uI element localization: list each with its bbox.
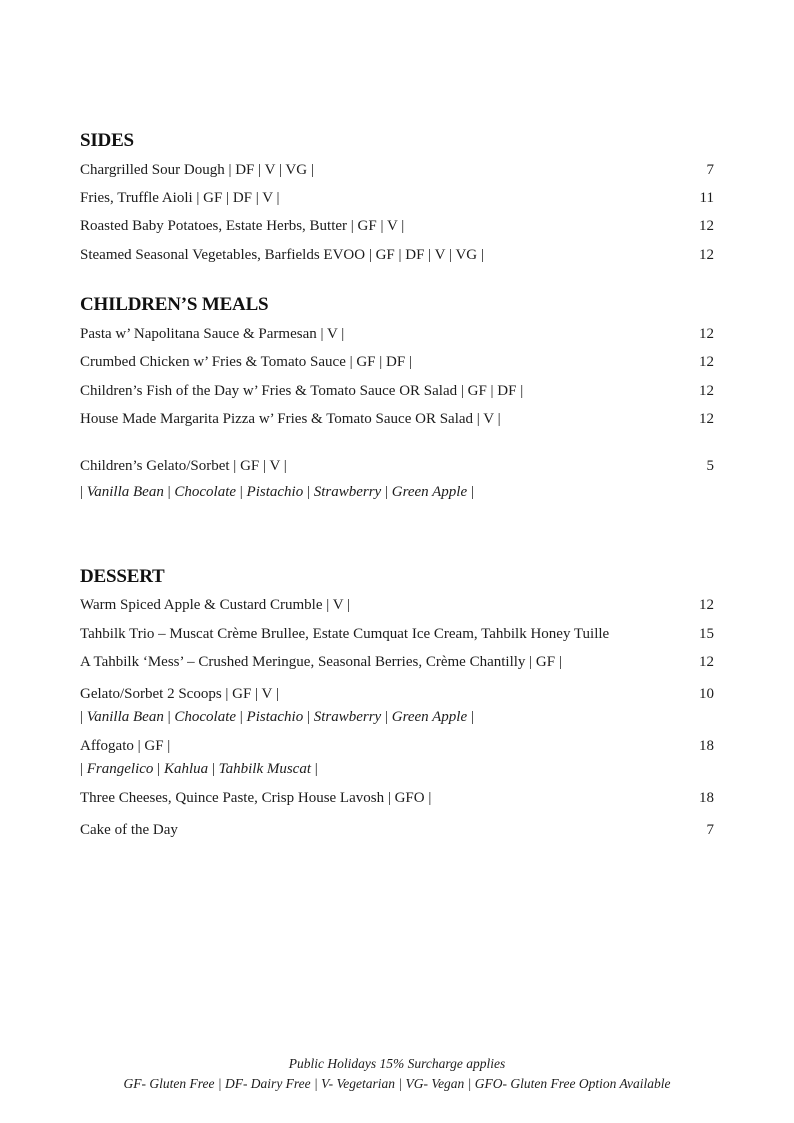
liqueur-option: Tahbilk Muscat xyxy=(218,761,312,777)
flavour-list: | Vanilla Bean | Chocolate | Pistachio | Strawberry | Green Apple | xyxy=(80,484,474,500)
childrens-meals-heading: CHILDREN’S MEALS xyxy=(80,294,269,315)
item-price: 12 xyxy=(699,383,714,399)
item-price: 12 xyxy=(699,654,714,670)
item-name: Gelato/Sorbet 2 Scoops | GF | V | xyxy=(80,686,279,702)
item-price: 18 xyxy=(699,790,714,806)
item-name: Warm Spiced Apple & Custard Crumble | V | xyxy=(80,597,351,613)
item-price: 7 xyxy=(706,162,714,178)
item-price: 5 xyxy=(706,458,714,474)
item-name: Tahbilk Trio – Muscat Crème Brullee, Estate Cumquat Ice Cream, Tahbilk Honey Tuille xyxy=(80,626,610,642)
item-name: House Made Margarita Pizza w’ Fries & Tomato Sauce OR Salad | V | xyxy=(80,411,501,427)
flavour: Pistachio xyxy=(246,484,304,500)
liqueur-option: Frangelico xyxy=(86,761,154,777)
flavour: Green Apple xyxy=(391,709,468,725)
flavour: Strawberry xyxy=(313,484,382,500)
item-name: Steamed Seasonal Vegetables, Barfields EVOO | GF | DF | V | VG | xyxy=(80,247,484,263)
item-price: 15 xyxy=(699,626,714,642)
surcharge-note: Public Holidays 15% Surcharge applies xyxy=(288,1056,506,1071)
item-name: Crumbed Chicken w’ Fries & Tomato Sauce | GF | DF | xyxy=(80,354,412,370)
item-price: 12 xyxy=(699,247,714,263)
item-name: Affogato | GF | xyxy=(80,738,171,754)
flavour-list: | Vanilla Bean | Chocolate | Pistachio | Strawberry | Green Apple | xyxy=(80,709,474,725)
item-price: 10 xyxy=(699,686,714,702)
flavour: Vanilla Bean xyxy=(86,484,164,500)
item-price: 12 xyxy=(699,411,714,427)
dessert-heading: DESSERT xyxy=(80,566,165,587)
item-name: Three Cheeses, Quince Paste, Crisp House Lavosh | GFO | xyxy=(80,790,432,806)
item-name: A Tahbilk ‘Mess’ – Crushed Meringue, Seasonal Berries, Crème Chantilly | GF | xyxy=(80,654,562,670)
item-price: 18 xyxy=(699,738,714,754)
item-name: Fries, Truffle Aioli | GF | DF | V | xyxy=(80,190,280,206)
liqueur-option: Kahlua xyxy=(163,761,209,777)
flavour: Vanilla Bean xyxy=(86,709,164,725)
item-price: 12 xyxy=(699,326,714,342)
item-price: 12 xyxy=(699,218,714,234)
flavour: Chocolate xyxy=(174,709,237,725)
flavour: Green Apple xyxy=(391,484,468,500)
item-name: Pasta w’ Napolitana Sauce & Parmesan | V | xyxy=(80,326,345,342)
item-name: Chargrilled Sour Dough | DF | V | VG | xyxy=(80,162,314,178)
item-name: Children’s Gelato/Sorbet | GF | V | xyxy=(80,458,287,474)
flavour: Strawberry xyxy=(313,709,382,725)
item-name: Cake of the Day xyxy=(80,822,178,838)
sides-heading: SIDES xyxy=(80,130,134,151)
item-price: 12 xyxy=(699,354,714,370)
item-name: Children’s Fish of the Day w’ Fries & Tomato Sauce OR Salad | GF | DF | xyxy=(80,383,524,399)
flavour: Pistachio xyxy=(246,709,304,725)
item-price: 12 xyxy=(699,597,714,613)
dietary-legend: GF- Gluten Free | DF- Dairy Free | V- Vegetarian | VG- Vegan | GFO- Gluten Free Option Available xyxy=(123,1076,671,1091)
item-price: 11 xyxy=(699,190,714,206)
item-name: Roasted Baby Potatoes, Estate Herbs, Butter | GF | V | xyxy=(80,218,405,234)
affogato-options: | Frangelico | Kahlua | Tahbilk Muscat | xyxy=(80,761,318,777)
flavour: Chocolate xyxy=(174,484,237,500)
item-price: 7 xyxy=(706,822,714,838)
